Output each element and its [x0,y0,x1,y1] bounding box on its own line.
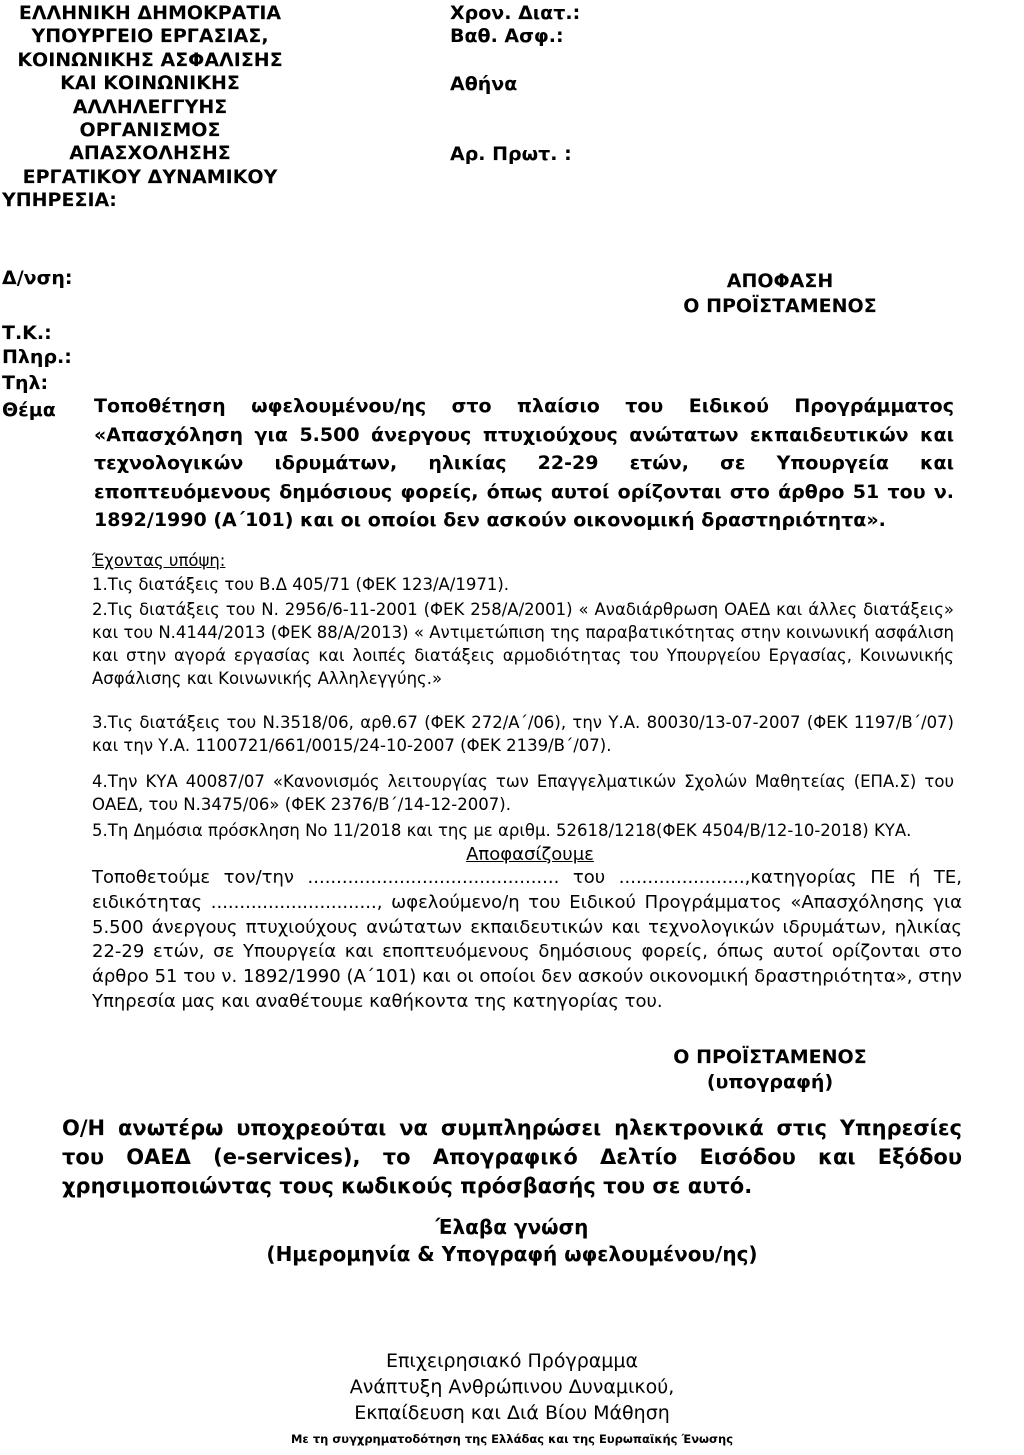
decision-heading: ΑΠΟΦΑΣΗ [726,270,834,292]
acknowledgement-label: Έλαβα γνώση [435,1215,589,1239]
subject-text: Τοποθέτηση ωφελουμένου/ης στο πλαίσιο του Ειδικού Προγράμματος «Απασχόληση για 5.500 άνεργους πτυχιούχους ανώτατων εκπαιδευτικών και τεχνολογικών ιδρυμάτων, ηλικίας 22-29 ετών, σε Υπουργεία και εποπτευόμενους δημόσιους φορείς, όπως αυτοί ορίζονται στο άρθρο 51 του ν. 1892/1990 (Α΄101) και οι οποίοι δεν ασκούν οικονομική δραστηριότητα». [94,395,954,531]
protocol-number-label: Αρ. Πρωτ. : [450,143,572,165]
authority-line: ΥΠΟΥΡΓΕΙΟ ΕΡΓΑΣΙΑΣ, [31,25,269,48]
authority-line: ΕΡΓΑΤΙΚΟΥ ΔΥΝΑΜΙΚΟΥ [22,165,278,188]
service-label: ΥΠΗΡΕΣΙΑ: [2,189,117,212]
having-regard-title: Έχοντας υπόψη: [92,551,226,570]
decision-text: Τοποθετούμε τον/την ............................................ του ......................,κατηγορίας ΠΕ ή ΤΕ, ειδικότητας ............................., ωφελούμενο/η του Ειδικού Προγράμματος «Απασχόλησης για 5.500 άνεργους πτυχιούχους ανώτατων εκπαιδευτικών και τεχνολογικών ιδρυμάτων, ηλικίας 22-29 ετών, σε Υπουργεία και εποπτευόμενους δημόσιους φορείς, όπως αυτοί ορίζονται στο άρθρο 51 του ν. 1892/1990 (Α΄101) και οι οποίοι δεν ασκούν οικονομική δραστηριότητα», στην Υπηρεσία μας και αναθέτουμε καθήκοντα της κατηγορίας του. [92,867,962,1012]
signature-placeholder: (υπογραφή) [706,1071,834,1093]
cofunding-note: Με τη συγχρηματοδότηση της Ελλάδας και της Ευρωπαϊκής Ένωσης [290,1432,734,1446]
vath-asf-label: Βαθ. Ασφ.: [450,25,564,47]
issuing-authority-block [0,2,300,213]
programme-axis: Εκπαίδευση και Διά Βίου Μάθηση [354,1402,670,1424]
authority-line: ΑΠΑΣΧΟΛΗΣΗΣ [69,142,231,165]
regard-item: 2.Τις διατάξεις του Ν. 2956/6-11-2001 (ΦΕΚ 258/Α/2001) « Αναδιάρθρωση ΟΑΕΔ και άλλες διατάξεις» και του Ν.4144/2013 (ΦΕΚ 88/Α/2013) « Αντιμετώπιση της παραβατικότητας στην κοινωνική ασφάλιση και στην αγορά εργασίας και λοιπές διατάξεις αρμοδιότητας του Υπουργείου Εργασίας, Κοινωνικής Ασφάλισης και Κοινωνικής Αλληλεγγύης.» [92,600,954,688]
authority-line: ΑΛΛΗΛΕΓΓΥΗΣ [72,95,228,118]
authority-line: ΚΟΙΝΩΝΙΚΗΣ ΑΣΦΑΛΙΣΗΣ [17,48,283,71]
subject-label: Θέμα [2,399,56,421]
beneficiary-notice: Ο/Η ανωτέρω υποχρεούται να συμπληρώσει ηλεκτρονικά στις Υπηρεσίες του ΟΑΕΔ (e-services), το Απογραφικό Δελτίο Εισόδου και Εξόδου χρησιμοποιώντας τους κωδικούς πρόσβασής του σε αυτό. [62,1116,962,1198]
phone-label: Τηλ: [2,372,49,394]
regard-item: 5.Τη Δημόσια πρόσκληση Νο 11/2018 και της με αριθμ. 52618/1218(ΦΕΚ 4504/Β/12-10-2018) ΚΥΑ. [92,821,912,840]
programme-axis: Ανάπτυξη Ανθρώπινου Δυναμικού, [349,1376,675,1398]
authority-line: ΚΑΙ ΚΟΙΝΩΝΙΚΗΣ [60,72,240,95]
authority-line: ΟΡΓΑΝΙΣΜΟΣ [79,119,221,142]
regard-item: 4.Την ΚΥΑ 40087/07 «Κανονισμός λειτουργίας των Επαγγελματικών Σχολών Μαθητείας (ΕΠΑ.Σ) του ΟΑΕΔ, του Ν.3475/06» (ΦΕΚ 2376/Β΄/14-12-2007). [92,772,954,814]
regard-item: 1.Τις διατάξεις του Β.Δ 405/71 (ΦΕΚ 123/Α/1971). [92,575,510,594]
signatory-title: Ο ΠΡΟΪΣΤΑΜΕΝΟΣ [673,1046,867,1068]
postal-code-label: Τ.Κ.: [2,322,52,344]
directorate-label: Δ/νση: [2,267,73,289]
chron-diat-label: Χρον. Διατ.: [450,2,581,24]
head-title: Ο ΠΡΟΪΣΤΑΜΕΝΟΣ [683,295,877,317]
programme-name: Επιχειρησιακό Πρόγραμμα [385,1350,638,1372]
city-label: Αθήνα [450,73,518,95]
regard-item: 3.Τις διατάξεις του Ν.3518/06, αρθ.67 (ΦΕΚ 272/Α΄/06), την Υ.Α. 80030/13-07-2007 (ΦΕΚ 1197/Β΄/07) και την Υ.Α. 1100721/661/0015/24-10-2007 (ΦΕΚ 2139/Β΄/07). [92,713,954,755]
info-label: Πληρ.: [2,346,72,368]
authority-line: ΕΛΛΗΝΙΚΗ ΔΗΜΟΚΡΑΤΙΑ [18,2,282,24]
decide-title: Αποφασίζουμε [466,844,594,865]
acknowledgement-instruction: (Ημερομηνία & Υπογραφή ωφελουμένου/ης) [266,1242,758,1266]
